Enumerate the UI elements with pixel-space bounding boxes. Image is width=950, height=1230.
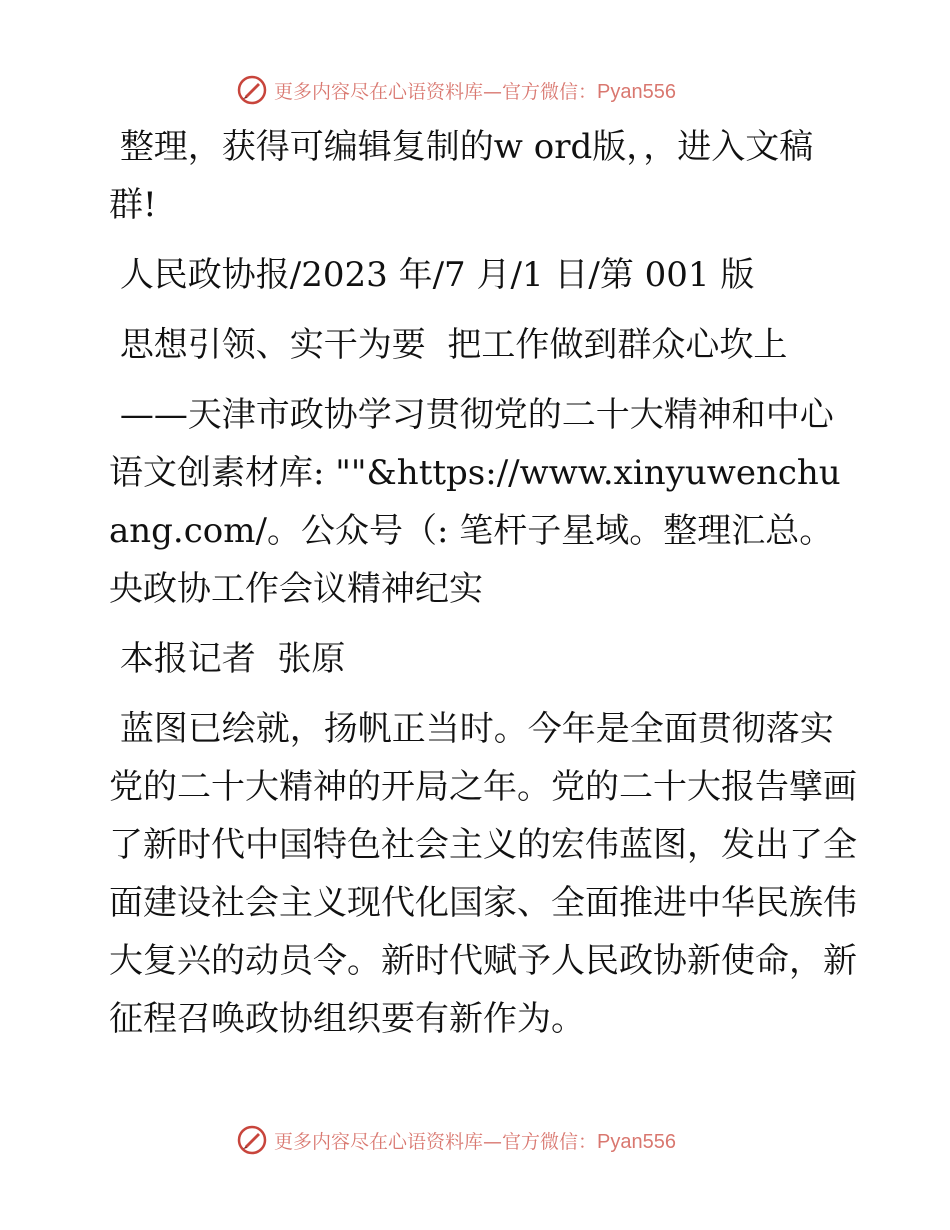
- byline: 本报记者 张原: [109, 639, 346, 679]
- intro-text: 整理，获得可编辑复制的w ord版，，进入文稿群!: [109, 127, 814, 225]
- subheadline: ——天津市政协学习贯彻党的二十大精神和中心语文创素材库: ""&https://www.xinyuwenchuang.com/。公众号（: 笔杆子星域。整理汇总。央政协工作会议精神纪实: [109, 395, 841, 609]
- paragraph-1: 蓝图已绘就，扬帆正当时。今年是全面贯彻落实党的二十大精神的开局之年。党的二十大报告擘画了新时代中国特色社会主义的宏伟蓝图，发出了全面建设社会主义现代化国家、全面推进中华民族伟大复兴的动员令。新时代赋予人民政协新使命，新征程召唤政协组织要有新作为。: [109, 709, 857, 1039]
- footer-wechat-id: Pyan556: [597, 1130, 676, 1153]
- document-body: [97, 118, 857, 1060]
- header-banner-text: 更多内容尽在心语资料库—官方微信：Pyan556: [274, 80, 676, 103]
- pen-logo-icon: [236, 74, 268, 106]
- pen-logo-icon: [236, 1124, 268, 1156]
- headline: 思想引领、实干为要 把工作做到群众心坎上: [109, 325, 788, 365]
- source-line: 人民政协报/2023 年/7 月/1 日/第 001 版: [109, 255, 755, 295]
- header-wechat-id: Pyan556: [597, 80, 676, 103]
- footer-banner-text: 更多内容尽在心语资料库—官方微信：Pyan556: [274, 1130, 676, 1153]
- footer-banner: [236, 1122, 676, 1158]
- header-banner: [236, 72, 676, 108]
